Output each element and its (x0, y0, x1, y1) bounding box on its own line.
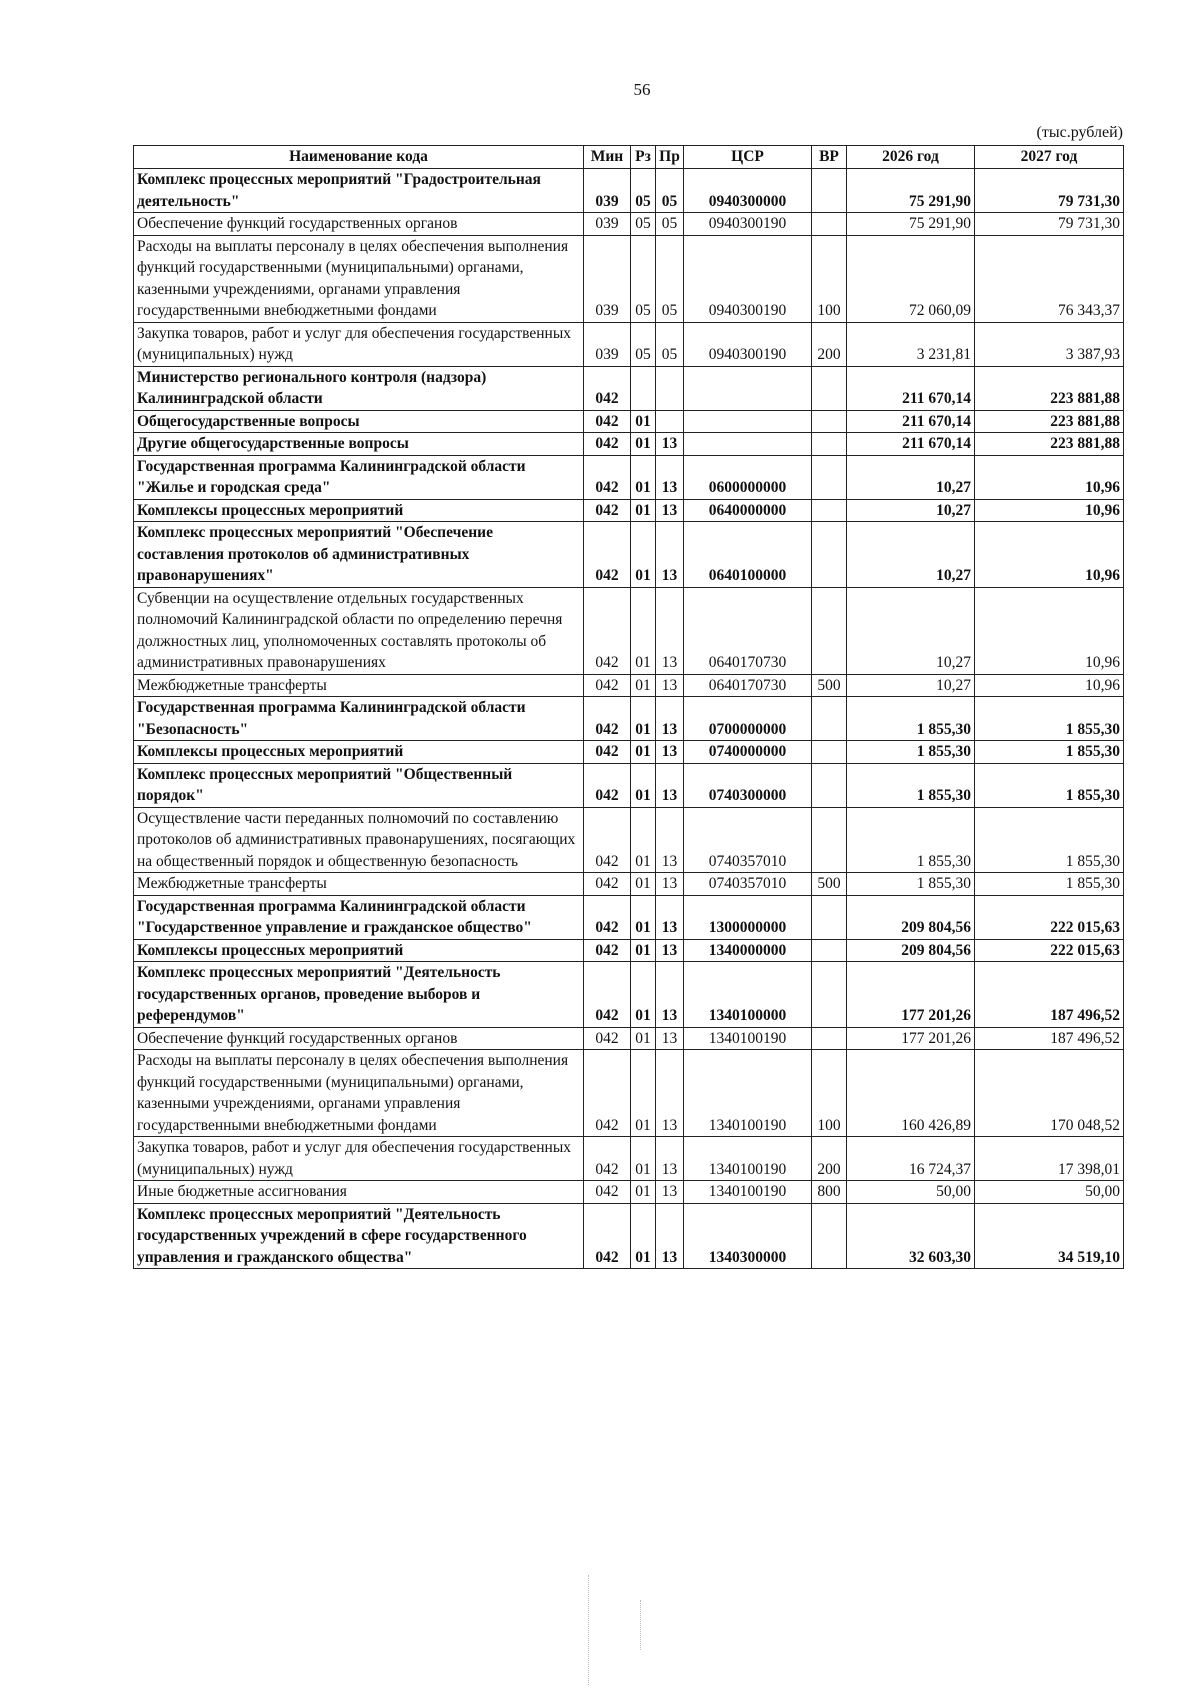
cell-2027: 10,96 (975, 522, 1124, 588)
cell-name: Комплексы процессных мероприятий (134, 499, 584, 522)
cell-name: Другие общегосударственные вопросы (134, 433, 584, 456)
cell-2026: 211 670,14 (847, 433, 975, 456)
cell-vr (812, 939, 847, 962)
cell-2027: 223 881,88 (975, 366, 1124, 410)
cell-min: 042 (584, 1027, 631, 1050)
cell-name: Иные бюджетные ассигнования (134, 1181, 584, 1204)
cell-2026: 209 804,56 (847, 939, 975, 962)
cell-vr (812, 522, 847, 588)
cell-min: 042 (584, 807, 631, 873)
cell-2027: 10,96 (975, 455, 1124, 499)
cell-name: Общегосударственные вопросы (134, 410, 584, 433)
table-row (134, 962, 1124, 1028)
cell-vr (812, 587, 847, 674)
cell-name: Комплекс процессных мероприятий "Общественный порядок" (134, 763, 584, 807)
cell-csr: 0940300190 (684, 213, 812, 236)
cell-2027: 187 496,52 (975, 962, 1124, 1028)
cell-pr: 13 (656, 433, 684, 456)
cell-name: Комплексы процессных мероприятий (134, 741, 584, 764)
header-2027: 2027 год (975, 146, 1124, 169)
cell-name: Обеспечение функций государственных органов (134, 213, 584, 236)
cell-2026: 211 670,14 (847, 366, 975, 410)
cell-csr: 0940300000 (684, 169, 812, 213)
cell-csr: 1340300000 (684, 1203, 812, 1269)
cell-vr: 500 (812, 873, 847, 896)
table-row (134, 455, 1124, 499)
units-label: (тыс.рублей) (1036, 124, 1123, 141)
cell-pr (656, 366, 684, 410)
cell-2026: 1 855,30 (847, 807, 975, 873)
cell-pr: 13 (656, 674, 684, 697)
cell-vr: 100 (812, 235, 847, 322)
cell-name: Государственная программа Калининградской области "Государственное управление и гражданское общество" (134, 895, 584, 939)
cell-csr (684, 433, 812, 456)
cell-pr: 13 (656, 939, 684, 962)
cell-csr: 0740357010 (684, 873, 812, 896)
cell-2026: 177 201,26 (847, 962, 975, 1028)
cell-name: Субвенции на осуществление отдельных государственных полномочий Калининградской области по определению перечня должностных лиц, уполномоченных составлять протоколы об административных правонарушениях (134, 587, 584, 674)
cell-min: 042 (584, 366, 631, 410)
cell-vr (812, 213, 847, 236)
cell-min: 039 (584, 213, 631, 236)
cell-csr: 1340000000 (684, 939, 812, 962)
cell-min: 042 (584, 499, 631, 522)
cell-min: 042 (584, 410, 631, 433)
cell-rz: 05 (631, 213, 656, 236)
budget-table (133, 145, 1124, 1269)
header-rz: Рз (631, 146, 656, 169)
cell-min: 039 (584, 322, 631, 366)
cell-csr: 1340100190 (684, 1137, 812, 1181)
cell-vr: 800 (812, 1181, 847, 1204)
cell-2027: 223 881,88 (975, 433, 1124, 456)
header-name: Наименование кода (134, 146, 584, 169)
cell-2027: 3 387,93 (975, 322, 1124, 366)
cell-csr: 0600000000 (684, 455, 812, 499)
cell-pr: 13 (656, 697, 684, 741)
cell-pr: 13 (656, 873, 684, 896)
table-row (134, 587, 1124, 674)
cell-min: 042 (584, 763, 631, 807)
cell-vr (812, 455, 847, 499)
cell-2027: 17 398,01 (975, 1137, 1124, 1181)
table-row (134, 322, 1124, 366)
cell-rz (631, 366, 656, 410)
cell-vr: 100 (812, 1050, 847, 1137)
cell-rz: 01 (631, 962, 656, 1028)
cell-vr (812, 1027, 847, 1050)
cell-min: 042 (584, 1050, 631, 1137)
cell-2026: 10,27 (847, 499, 975, 522)
scan-artifact (640, 1600, 641, 1650)
cell-2027: 79 731,30 (975, 213, 1124, 236)
cell-rz: 01 (631, 433, 656, 456)
cell-name: Комплекс процессных мероприятий "Деятельность государственных учреждений в сфере государственного управления и гражданского общества" (134, 1203, 584, 1269)
table-row (134, 433, 1124, 456)
cell-2027: 10,96 (975, 587, 1124, 674)
cell-csr: 0740000000 (684, 741, 812, 764)
cell-vr (812, 366, 847, 410)
table-row (134, 895, 1124, 939)
cell-name: Межбюджетные трансферты (134, 873, 584, 896)
table-row (134, 674, 1124, 697)
cell-2027: 187 496,52 (975, 1027, 1124, 1050)
cell-rz: 05 (631, 322, 656, 366)
cell-2026: 10,27 (847, 522, 975, 588)
cell-csr (684, 410, 812, 433)
cell-vr (812, 807, 847, 873)
cell-csr: 0640000000 (684, 499, 812, 522)
cell-min: 042 (584, 741, 631, 764)
cell-pr: 13 (656, 499, 684, 522)
cell-csr: 0640170730 (684, 674, 812, 697)
cell-rz: 01 (631, 741, 656, 764)
cell-name: Межбюджетные трансферты (134, 674, 584, 697)
header-vr: ВР (812, 146, 847, 169)
table-row (134, 1181, 1124, 1204)
cell-2027: 1 855,30 (975, 873, 1124, 896)
cell-min: 042 (584, 455, 631, 499)
cell-pr: 13 (656, 1203, 684, 1269)
table-row (134, 499, 1124, 522)
cell-rz: 01 (631, 499, 656, 522)
cell-pr: 13 (656, 741, 684, 764)
cell-rz: 01 (631, 895, 656, 939)
cell-pr: 13 (656, 895, 684, 939)
cell-name: Комплекс процессных мероприятий "Деятельность государственных органов, проведение выборов и референдумов" (134, 962, 584, 1028)
header-2026: 2026 год (847, 146, 975, 169)
cell-2026: 177 201,26 (847, 1027, 975, 1050)
table-row (134, 1050, 1124, 1137)
cell-name: Комплекс процессных мероприятий "Обеспечение составления протоколов об административных правонарушениях" (134, 522, 584, 588)
cell-pr: 13 (656, 522, 684, 588)
cell-csr: 0640170730 (684, 587, 812, 674)
cell-2027: 34 519,10 (975, 1203, 1124, 1269)
table-row (134, 213, 1124, 236)
cell-name: Расходы на выплаты персоналу в целях обеспечения выполнения функций государственными (муниципальными) органами, казенными учреждениями, органами управления государственными внебюджетными фондами (134, 1050, 584, 1137)
cell-min: 042 (584, 1137, 631, 1181)
cell-rz: 01 (631, 807, 656, 873)
cell-csr: 1340100190 (684, 1181, 812, 1204)
header-csr: ЦСР (684, 146, 812, 169)
cell-csr: 0740300000 (684, 763, 812, 807)
cell-vr (812, 410, 847, 433)
cell-name: Комплекс процессных мероприятий "Градостроительная деятельность" (134, 169, 584, 213)
cell-vr (812, 1203, 847, 1269)
cell-min: 042 (584, 1181, 631, 1204)
cell-csr: 0940300190 (684, 235, 812, 322)
table-row (134, 1203, 1124, 1269)
cell-2026: 72 060,09 (847, 235, 975, 322)
cell-rz: 05 (631, 235, 656, 322)
cell-pr: 13 (656, 807, 684, 873)
page-number: 56 (633, 80, 651, 99)
table-row (134, 741, 1124, 764)
cell-pr (656, 410, 684, 433)
cell-name: Комплексы процессных мероприятий (134, 939, 584, 962)
cell-pr: 13 (656, 1050, 684, 1137)
cell-name: Осуществление части переданных полномочий по составлению протоколов об административных правонарушениях, посягающих на общественный порядок и общественную безопасность (134, 807, 584, 873)
cell-pr: 05 (656, 213, 684, 236)
cell-min: 042 (584, 939, 631, 962)
cell-rz: 01 (631, 939, 656, 962)
cell-2026: 75 291,90 (847, 169, 975, 213)
cell-2026: 1 855,30 (847, 763, 975, 807)
table-row (134, 410, 1124, 433)
cell-rz: 01 (631, 1050, 656, 1137)
cell-vr (812, 763, 847, 807)
table-row (134, 873, 1124, 896)
cell-csr: 1340100190 (684, 1027, 812, 1050)
cell-csr: 0640100000 (684, 522, 812, 588)
table-row (134, 1137, 1124, 1181)
scan-artifact (588, 1575, 589, 1685)
table-body (134, 169, 1124, 1269)
cell-pr: 13 (656, 962, 684, 1028)
cell-pr: 13 (656, 1027, 684, 1050)
cell-vr (812, 499, 847, 522)
cell-min: 042 (584, 1203, 631, 1269)
cell-min: 042 (584, 895, 631, 939)
cell-min: 042 (584, 962, 631, 1028)
cell-2026: 1 855,30 (847, 697, 975, 741)
cell-min: 042 (584, 522, 631, 588)
table-row (134, 235, 1124, 322)
cell-rz: 01 (631, 763, 656, 807)
table-row (134, 522, 1124, 588)
cell-2027: 10,96 (975, 674, 1124, 697)
table-row (134, 366, 1124, 410)
table-row (134, 169, 1124, 213)
cell-rz: 01 (631, 674, 656, 697)
cell-2026: 160 426,89 (847, 1050, 975, 1137)
cell-2027: 79 731,30 (975, 169, 1124, 213)
cell-pr: 13 (656, 1137, 684, 1181)
cell-csr (684, 366, 812, 410)
cell-csr: 1300000000 (684, 895, 812, 939)
cell-2027: 1 855,30 (975, 741, 1124, 764)
cell-2027: 1 855,30 (975, 763, 1124, 807)
cell-min: 039 (584, 169, 631, 213)
cell-2026: 16 724,37 (847, 1137, 975, 1181)
cell-2026: 1 855,30 (847, 873, 975, 896)
cell-min: 042 (584, 674, 631, 697)
cell-pr: 13 (656, 1181, 684, 1204)
cell-vr (812, 697, 847, 741)
cell-2026: 10,27 (847, 455, 975, 499)
cell-2027: 76 343,37 (975, 235, 1124, 322)
cell-2027: 1 855,30 (975, 807, 1124, 873)
cell-csr: 0700000000 (684, 697, 812, 741)
cell-rz: 01 (631, 410, 656, 433)
cell-min: 042 (584, 873, 631, 896)
cell-name: Закупка товаров, работ и услуг для обеспечения государственных (муниципальных) нужд (134, 1137, 584, 1181)
cell-pr: 05 (656, 235, 684, 322)
table-row (134, 763, 1124, 807)
cell-vr (812, 741, 847, 764)
cell-vr: 200 (812, 322, 847, 366)
cell-2026: 32 603,30 (847, 1203, 975, 1269)
cell-2026: 209 804,56 (847, 895, 975, 939)
cell-rz: 05 (631, 169, 656, 213)
cell-2027: 223 881,88 (975, 410, 1124, 433)
cell-2027: 170 048,52 (975, 1050, 1124, 1137)
cell-2026: 10,27 (847, 674, 975, 697)
cell-vr (812, 433, 847, 456)
cell-csr: 0740357010 (684, 807, 812, 873)
cell-2027: 10,96 (975, 499, 1124, 522)
table-row (134, 807, 1124, 873)
cell-rz: 01 (631, 1137, 656, 1181)
cell-rz: 01 (631, 522, 656, 588)
cell-pr: 13 (656, 763, 684, 807)
header-pr: Пр (656, 146, 684, 169)
cell-pr: 13 (656, 455, 684, 499)
cell-2026: 1 855,30 (847, 741, 975, 764)
cell-csr: 1340100190 (684, 1050, 812, 1137)
cell-name: Государственная программа Калининградской области "Жилье и городская среда" (134, 455, 584, 499)
cell-min: 042 (584, 587, 631, 674)
cell-pr: 05 (656, 169, 684, 213)
cell-rz: 01 (631, 587, 656, 674)
cell-2027: 222 015,63 (975, 895, 1124, 939)
table-row (134, 1027, 1124, 1050)
cell-name: Министерство регионального контроля (надзора) Калининградской области (134, 366, 584, 410)
cell-rz: 01 (631, 1027, 656, 1050)
cell-rz: 01 (631, 873, 656, 896)
cell-vr (812, 895, 847, 939)
cell-pr: 05 (656, 322, 684, 366)
cell-2026: 211 670,14 (847, 410, 975, 433)
cell-vr: 200 (812, 1137, 847, 1181)
header-min: Мин (584, 146, 631, 169)
cell-min: 042 (584, 697, 631, 741)
cell-2026: 10,27 (847, 587, 975, 674)
cell-2027: 222 015,63 (975, 939, 1124, 962)
table-row (134, 939, 1124, 962)
cell-name: Государственная программа Калининградской области "Безопасность" (134, 697, 584, 741)
cell-pr: 13 (656, 587, 684, 674)
cell-min: 042 (584, 433, 631, 456)
cell-2026: 3 231,81 (847, 322, 975, 366)
cell-2027: 50,00 (975, 1181, 1124, 1204)
cell-vr (812, 169, 847, 213)
cell-csr: 0940300190 (684, 322, 812, 366)
cell-rz: 01 (631, 1181, 656, 1204)
cell-min: 039 (584, 235, 631, 322)
cell-rz: 01 (631, 697, 656, 741)
table-row (134, 697, 1124, 741)
cell-2027: 1 855,30 (975, 697, 1124, 741)
cell-name: Обеспечение функций государственных органов (134, 1027, 584, 1050)
cell-name: Расходы на выплаты персоналу в целях обеспечения выполнения функций государственными (муниципальными) органами, казенными учреждениями, органами управления государственными внебюджетными фондами (134, 235, 584, 322)
cell-csr: 1340100000 (684, 962, 812, 1028)
cell-rz: 01 (631, 1203, 656, 1269)
cell-2026: 50,00 (847, 1181, 975, 1204)
table-header-row (134, 146, 1124, 169)
cell-name: Закупка товаров, работ и услуг для обеспечения государственных (муниципальных) нужд (134, 322, 584, 366)
cell-2026: 75 291,90 (847, 213, 975, 236)
cell-vr: 500 (812, 674, 847, 697)
cell-vr (812, 962, 847, 1028)
cell-rz: 01 (631, 455, 656, 499)
